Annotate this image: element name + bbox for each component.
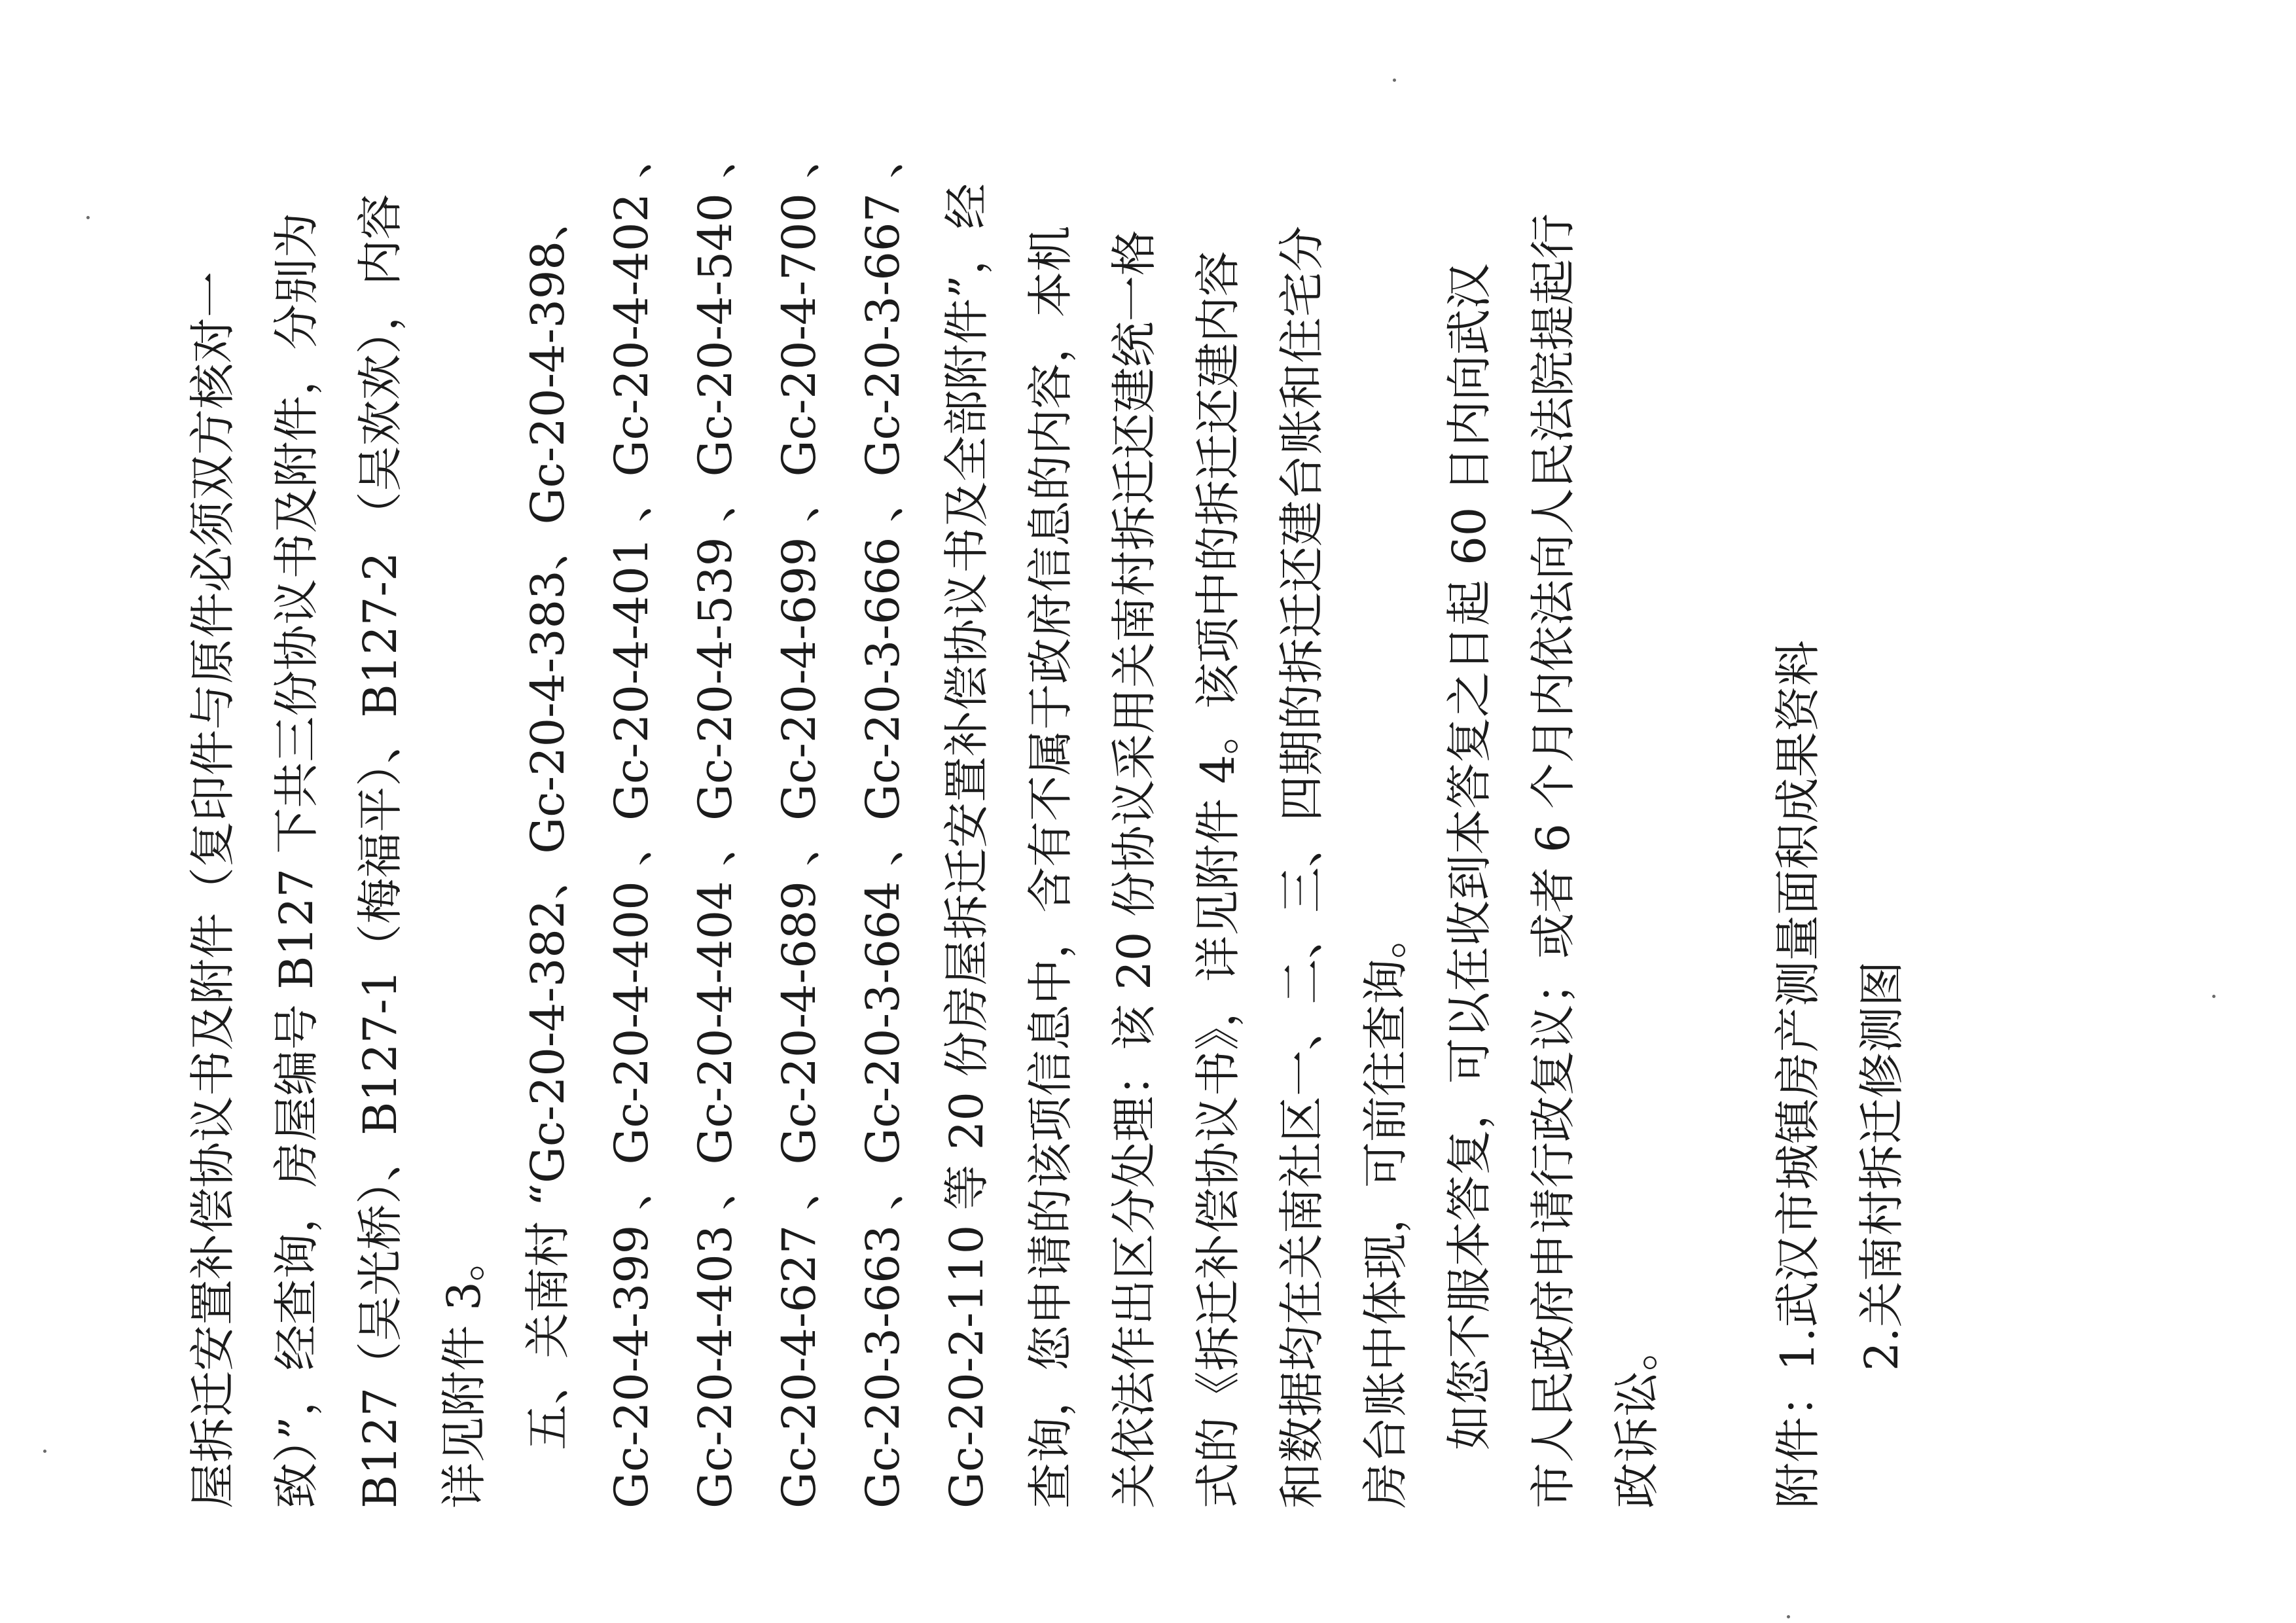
body-line: Gc-20-4-403 、Gc-20-4-404 、Gc-20-4-539 、Gc-20-4-540 、 bbox=[689, 132, 742, 1508]
body-text-block bbox=[183, 132, 1909, 1508]
body-line: Gc-20-4-399 、Gc-20-4-400 、Gc-20-4-401 、Gc-20-4-402 、 bbox=[605, 132, 658, 1508]
scan-speck bbox=[86, 216, 90, 219]
body-line: Gc-20-4-627 、Gc-20-4-689 、Gc-20-4-699 、Gc-20-4-700 、 bbox=[772, 132, 826, 1508]
body-line: 式的《拆迁补偿协议书》，详见附件 4。该项中的拆迁还建内容 bbox=[1191, 251, 1245, 1508]
attachment-item: 2.关南村拆迁修测图 bbox=[1855, 961, 1909, 1371]
attachments-label: 附件： bbox=[1771, 1371, 1825, 1508]
body-line: Gc-20-2-110 等 20 份房屋拆迁安置补偿协议书及全部附件”，经 bbox=[940, 183, 994, 1508]
body-line: 房台账中体现，可前往查询。 bbox=[1359, 913, 1412, 1508]
body-line: 市人民政府申请行政复议；或者 6 个月内依法向人民法院提起行 bbox=[1526, 213, 1580, 1508]
body-line: B127（吴光桥）、B127-1（梅福平）、B127-2 （吴欢欢），内容 bbox=[353, 194, 407, 1508]
body-line: 致）”，经查询，房屋编号 B127 下共三份协议书及附件，分别为 bbox=[270, 212, 323, 1508]
body-line: Gc-20-3-663 、Gc-20-3-664 、Gc-20-3-666 、Gc-20-3-667 、 bbox=[856, 132, 910, 1508]
body-line: 五、关南村 “Gc-20-4-382、Gc-20-4-383、Gc-20-4-398、 bbox=[521, 195, 575, 1508]
body-line: 查询，您申请的该项信息中，含有不属于政府信息的内容，本机 bbox=[1024, 226, 1077, 1508]
body-line: 政诉讼。 bbox=[1610, 1325, 1664, 1508]
body-line: 屋拆迁安置补偿协议书及附件（复印件与原件必须双方核对一 bbox=[186, 272, 240, 1508]
body-line: 详见附件 3。 bbox=[437, 1236, 491, 1508]
body-line: 和数据均在关南社区一、二、三、四期的拆迁还建台账和住宅分 bbox=[1275, 226, 1329, 1508]
scan-speck bbox=[43, 1450, 46, 1453]
scan-speck bbox=[1787, 1615, 1790, 1618]
scan-speck bbox=[2212, 995, 2215, 998]
body-line: 如您不服本答复，可以在收到本答复之日起 60 日内向武汉 bbox=[1443, 263, 1496, 1508]
scan-speck bbox=[1393, 79, 1396, 82]
attachment-item: 1.武汉市城镇房产测量面积成果资料 bbox=[1771, 640, 1825, 1371]
body-line: 关依法作出区分处理：该 20 份协议采用关南村拆迁还建统一格 bbox=[1107, 230, 1161, 1508]
